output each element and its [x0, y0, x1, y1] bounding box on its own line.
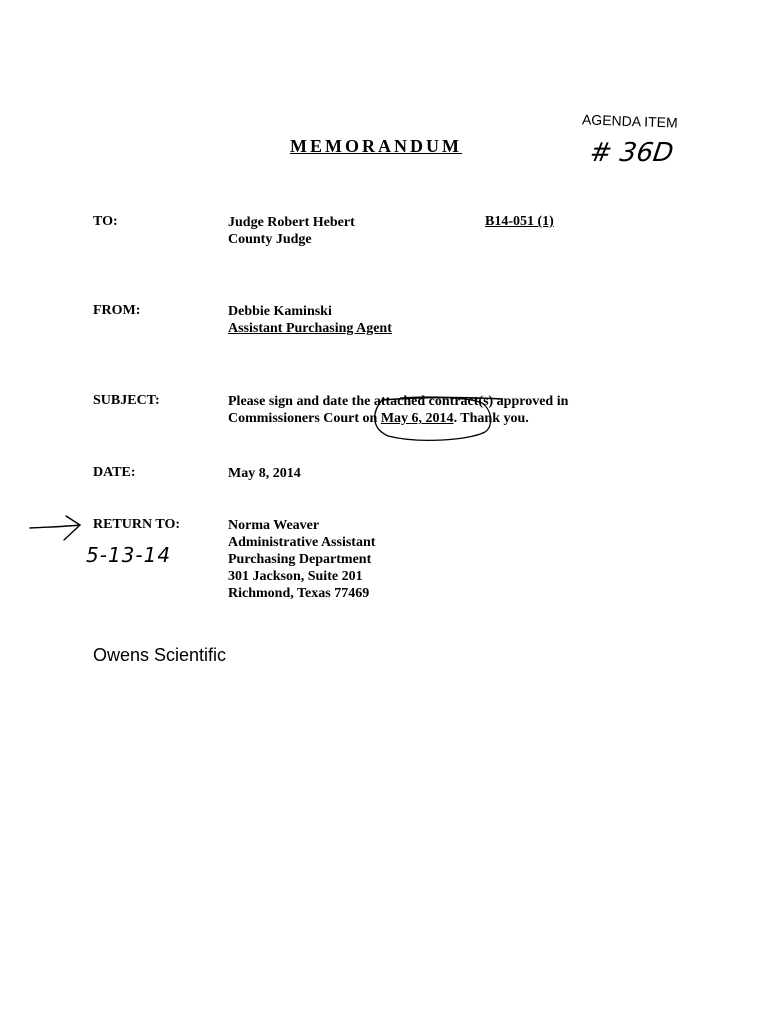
- return-to-line-5: Richmond, Texas 77469: [228, 586, 370, 601]
- reference-number: B14-051 (1): [485, 214, 554, 229]
- to-title: County Judge: [228, 232, 312, 247]
- return-to-line-4: 301 Jackson, Suite 201: [228, 569, 363, 584]
- date-label: DATE:: [93, 465, 136, 480]
- to-label: TO:: [93, 214, 118, 229]
- return-to-label: RETURN TO:: [93, 517, 181, 532]
- from-label: FROM:: [93, 303, 141, 318]
- handwritten-arrow-icon: [30, 516, 80, 540]
- subject-line-1: Please sign and date the attached contract(s) approved in: [228, 394, 569, 409]
- handwritten-return-date: 5-13-14: [86, 543, 172, 567]
- date-value: May 8, 2014: [228, 466, 301, 481]
- subject-label: SUBJECT:: [93, 393, 160, 408]
- approval-date: May 6, 2014: [380, 411, 454, 426]
- to-name: Judge Robert Hebert: [228, 215, 355, 230]
- agenda-item-stamp: AGENDA ITEM: [581, 111, 678, 131]
- vendor-name: Owens Scientific: [93, 645, 227, 665]
- from-title: Assistant Purchasing Agent: [228, 321, 392, 336]
- return-to-line-3: Purchasing Department: [228, 552, 372, 567]
- return-to-line-2: Administrative Assistant: [228, 535, 376, 550]
- memo-title: MEMORANDUM: [290, 136, 462, 156]
- return-to-line-1: Norma Weaver: [228, 518, 320, 533]
- handwritten-circle: [375, 397, 491, 440]
- subject-line-2-suffix: . Thank you.: [453, 411, 529, 426]
- from-name: Debbie Kaminski: [228, 304, 332, 319]
- subject-line-2-prefix: Commissioners Court on: [228, 411, 381, 426]
- agenda-item-number-handwritten: # 36D: [587, 138, 676, 168]
